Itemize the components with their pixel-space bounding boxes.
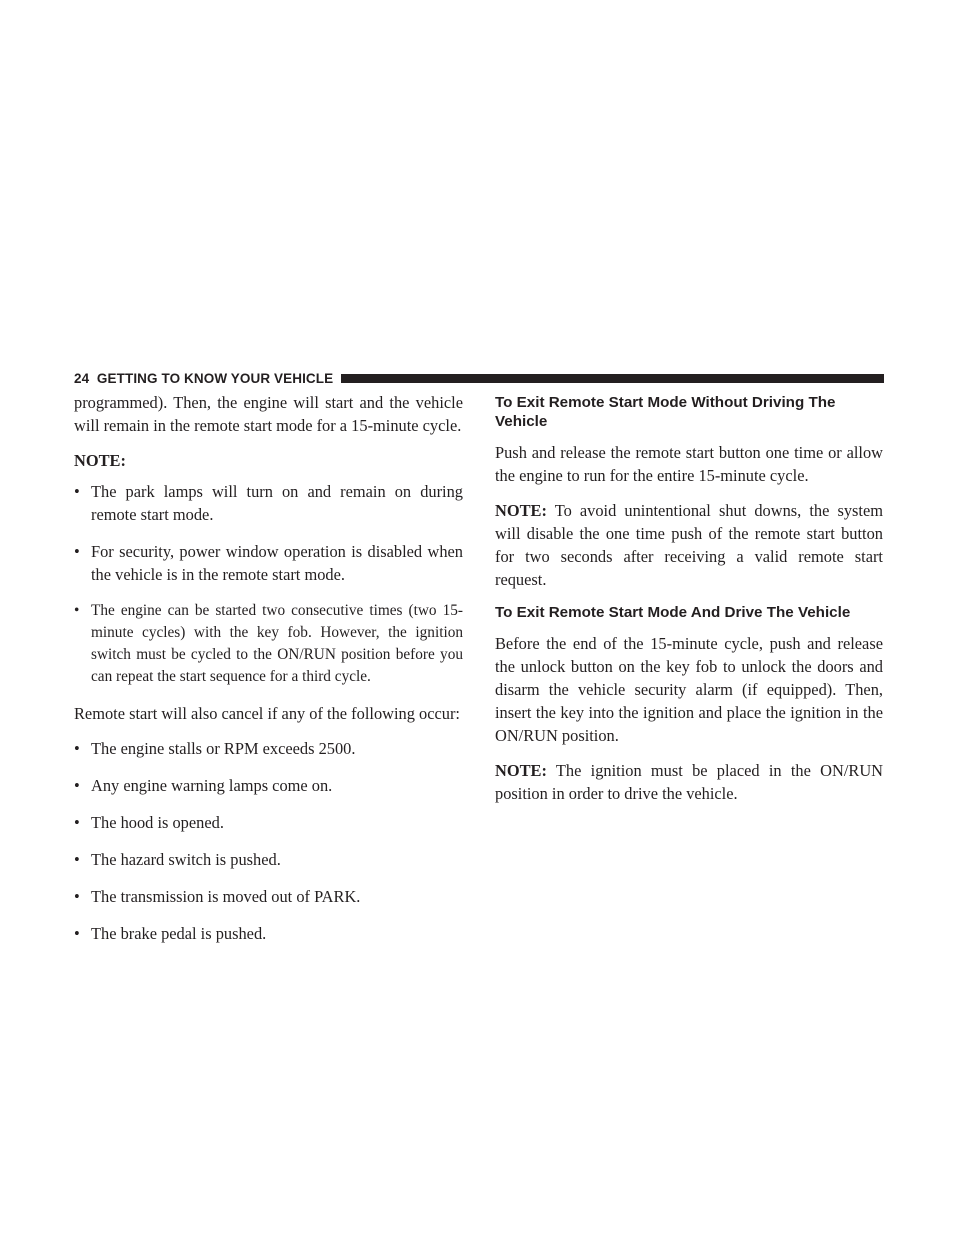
exit-paragraph: Push and release the remote start button one time or allow the engine to run for the entire 15-minute cycle. [495,443,883,485]
section-heading-exit-without-driving: To Exit Remote Start Mode Without Driving The Vehicle [495,394,836,430]
left-column [74,391,463,959]
right-column [495,391,883,817]
bullet-icon: • [74,542,80,561]
cancel-bullet-list [74,737,463,945]
list-item [74,811,463,834]
list-item [74,737,463,760]
section-heading-exit-and-drive: To Exit Remote Start Mode And Drive The Vehicle [495,604,851,621]
list-item-text: The park lamps will turn on and remain on during remote start mode. [91,482,463,524]
list-item-text: The hazard switch is pushed. [91,850,281,869]
list-item-text: Any engine warning lamps come on. [91,776,333,795]
list-item-text: The hood is opened. [91,813,224,832]
page-header [74,368,884,388]
bullet-icon: • [74,776,80,795]
bullet-icon: • [74,602,80,619]
cancel-intro-paragraph: Remote start will also cancel if any of the following occur: [74,704,460,723]
intro-paragraph: programmed). Then, the engine will start and the vehicle will remain in the remote start mode for a 15-minute cycle. [74,393,463,435]
note-paragraph [495,499,883,591]
note-label: NOTE: [74,451,126,470]
note-paragraph [495,759,883,805]
list-item [74,540,463,586]
note-label: NOTE: [495,761,547,780]
note-text: The ignition must be placed in the ON/RUN position in order to drive the vehicle. [495,761,883,803]
drive-paragraph: Before the end of the 15-minute cycle, push and release the unlock button on the key fob to unlock the doors and disarm the vehicle security alarm (if equipped). Then, insert the key into the ignition and place the ignition in the ON/RUN position. [495,634,883,745]
bullet-icon: • [74,924,80,943]
list-item [74,848,463,871]
list-item [74,922,463,945]
list-item-text: The engine can be started two consecutive times (two 15-minute cycles) with the key fob. However, the ignition switch must be cycled to the ON/RUN position before you can repeat the start sequence for a third cycle. [91,602,463,685]
bullet-icon: • [74,850,80,869]
list-item-text: The brake pedal is pushed. [91,924,267,943]
section-title: GETTING TO KNOW YOUR VEHICLE [96,370,334,386]
list-item [74,480,463,526]
bullet-icon: • [74,887,80,906]
list-item-text: For security, power window operation is disabled when the vehicle is in the remote start mode. [91,542,463,584]
note-bullet-list [74,480,463,688]
bullet-icon: • [74,813,80,832]
page-number: 24 [74,370,90,386]
note-label: NOTE: [495,501,547,520]
header-rule [341,374,884,383]
list-item-text: The transmission is moved out of PARK. [91,887,361,906]
bullet-icon: • [74,482,80,501]
header-spacer [89,371,97,386]
list-item-text: The engine stalls or RPM exceeds 2500. [91,739,356,758]
list-item [74,885,463,908]
bullet-icon: • [74,739,80,758]
list-item [74,600,463,688]
list-item [74,774,463,797]
note-text: To avoid unintentional shut downs, the system will disable the one time push of the remote start button for two seconds after receiving a valid remote start request. [495,501,883,589]
